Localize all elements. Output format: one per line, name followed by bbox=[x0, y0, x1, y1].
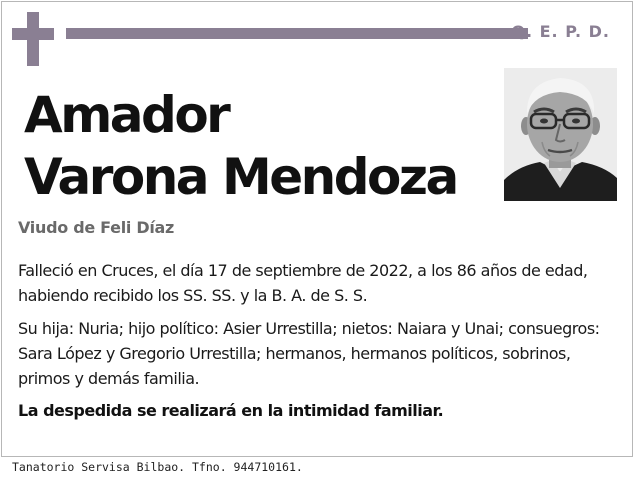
obituary-frame bbox=[1, 1, 633, 457]
death-notice-text: Falleció en Cruces, el día 17 de septiembre de 2022, a los 86 años de edad, habiendo recibido los SS. SS. y la B. A. de S. S. bbox=[18, 261, 588, 305]
qepd-label: Q. E. P. D. bbox=[511, 22, 610, 41]
portrait-image bbox=[504, 68, 617, 201]
header-rule bbox=[66, 28, 528, 39]
cross-icon bbox=[12, 12, 54, 66]
farewell-text: La despedida se realizará en la intimidad familiar. bbox=[18, 401, 444, 420]
deceased-photo bbox=[504, 68, 617, 201]
deceased-first-name: Amador bbox=[24, 86, 229, 144]
funeral-home-footer: Tanatorio Servisa Bilbao. Tfno. 944710161. bbox=[12, 460, 303, 474]
deceased-surnames: Varona Mendoza bbox=[24, 148, 457, 206]
widow-of-text: Viudo de Feli Díaz bbox=[18, 218, 175, 237]
family-text: Su hija: Nuria; hijo político: Asier Urrestilla; nietos: Naiara y Unai; consuegros: Sara López y Gregorio Urrestilla; hermanos, hermanos políticos, sobrinos, primos y demás familia. bbox=[18, 319, 600, 388]
